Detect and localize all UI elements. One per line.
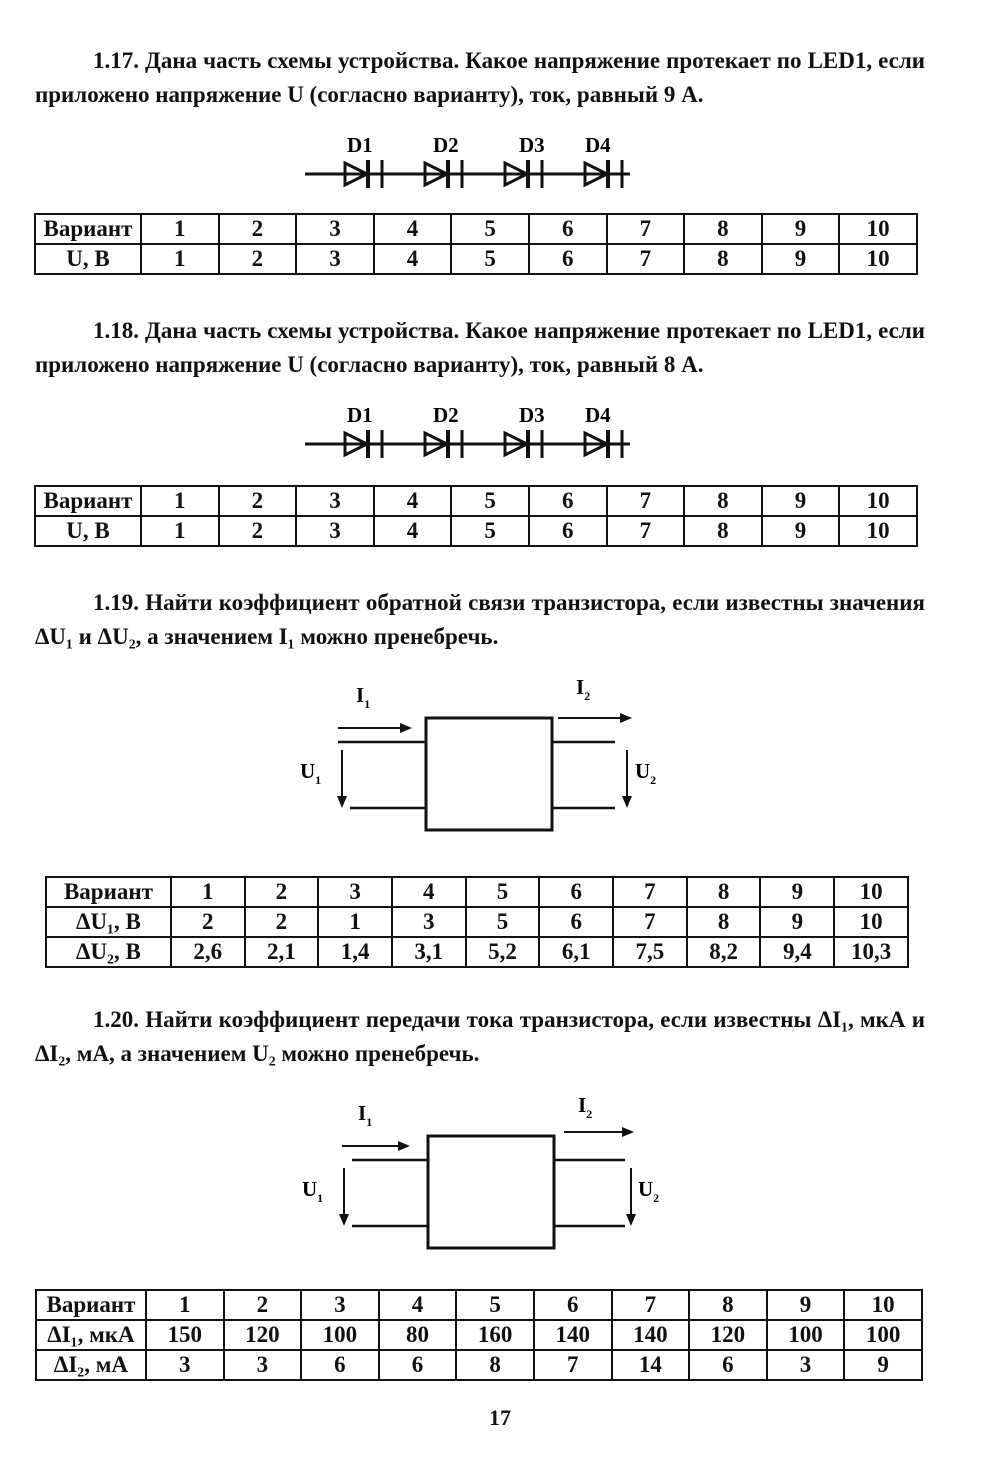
voltage-u1-label: $U_1$ [302,1177,324,1205]
table-cell: 4 [374,214,452,244]
table-cell: 3 [296,244,374,274]
problem-number: 1.18. [93,318,139,343]
table-cell: 7 [607,516,685,546]
table-cell: 4 [374,516,452,546]
diode-d3-icon [505,403,545,458]
problem-1-19-text [35,586,925,654]
table-cell: U, В [35,244,141,274]
problem-1-18-text [35,314,925,382]
diode-label: D3 [519,403,545,427]
table-cell: 7 [612,1290,690,1320]
table-cell: 8 [689,1290,767,1320]
table-cell: 10 [839,486,917,516]
table-row [35,214,917,244]
table-cell: 4 [374,244,452,274]
table-cell: 7,5 [613,937,687,967]
table-cell: 10 [839,244,917,274]
table-cell: 6 [529,244,607,274]
table-cell: 100 [767,1320,845,1350]
table-cell: 6 [539,907,613,937]
table-cell: Вариант [36,1290,146,1320]
table-cell: 5 [451,214,529,244]
current-arrow-in-icon [338,723,412,733]
voltage-arrow-in-icon [337,750,347,808]
table-cell: 2 [219,214,297,244]
table-row [36,1290,922,1320]
diode-label: D4 [585,403,611,427]
two-port-diagram-1-20 [290,1090,670,1255]
table-cell: 8 [684,486,762,516]
two-port-diagram-1-19 [290,672,670,837]
table-row [35,244,917,274]
current-i1-label: $I_1$ [358,1101,373,1129]
table-cell: 6 [539,877,613,907]
diode-label: D2 [433,403,459,427]
table-row [35,486,917,516]
table-cell: 160 [456,1320,534,1350]
problem-statement: Найти коэффициент обратной связи транзистора, если известны значения ΔU₁ и ΔU₂, а значением I₁ можно пренебречь. [35,590,925,649]
table-cell: 2 [245,877,319,907]
problem-1-17-text [35,44,925,112]
table-cell: 1 [141,214,219,244]
table-cell: 1 [318,907,392,937]
table-cell: 10,3 [834,937,908,967]
table-cell: 2 [219,244,297,274]
voltage-arrow-in-icon [339,1168,349,1226]
table-cell: 3 [296,516,374,546]
table-cell: 7 [613,877,687,907]
table-cell: 3 [296,486,374,516]
problem-number: 1.17. [93,48,139,73]
table-cell: 6 [689,1350,767,1380]
table-cell: 2 [224,1290,302,1320]
table-cell: 3,1 [392,937,466,967]
table-cell: 140 [612,1320,690,1350]
current-arrow-out-icon [564,1127,634,1137]
two-port-box [428,1136,554,1248]
problem-statement: Дана часть схемы устройства. Какое напряжение протекает по LED1, если приложено напряжение U (согласно варианту), ток, равный 9 А. [35,48,926,107]
diode-label: D1 [347,403,373,427]
table-cell: 8 [684,244,762,274]
table-cell: ΔI₂, мА [36,1350,146,1380]
diode-d2-icon [425,403,462,458]
problem-number: 1.20. [93,1007,139,1032]
table-cell: 3 [296,214,374,244]
table-cell: 100 [301,1320,379,1350]
table-row [36,1320,922,1350]
table-cell: 3 [767,1350,845,1380]
problem-1-20-text [35,1003,925,1071]
diode-chain-diagram-1-17 [300,130,645,192]
table-cell: 4 [392,877,466,907]
diode-d3-icon [505,133,545,188]
table-cell: 8 [687,907,761,937]
table-cell: 3 [301,1290,379,1320]
table-cell: 1 [141,244,219,274]
variant-table-1-17 [34,213,918,275]
table-cell: 8 [687,877,761,907]
diode-label: D2 [433,133,459,157]
table-row [35,516,917,546]
table-cell: 5,2 [466,937,540,967]
current-i2-label: $I_2$ [576,675,591,703]
table-cell: ΔU₁, В [46,907,171,937]
variant-table-1-18 [34,485,918,547]
table-cell: 5 [451,244,529,274]
table-cell: 6 [529,486,607,516]
table-cell: 5 [451,486,529,516]
table-cell: 6,1 [539,937,613,967]
diode-d1-icon [345,133,382,188]
table-cell: 9 [767,1290,845,1320]
table-cell: 10 [834,877,908,907]
table-cell: Вариант [35,214,141,244]
diode-d1-icon [345,403,382,458]
table-cell: 5 [466,907,540,937]
table-cell: 6 [529,214,607,244]
diode-d2-icon [425,133,462,188]
variant-table-1-19 [45,876,909,968]
diode-d4-icon [585,133,622,188]
current-i2-label: $I_2$ [578,1093,593,1121]
current-arrow-in-icon [342,1141,410,1151]
page-number: 17 [489,1405,511,1430]
table-cell: 1 [141,516,219,546]
table-cell: 6 [534,1290,612,1320]
voltage-u2-label: $U_2$ [638,1177,660,1205]
table-cell: 9,4 [760,937,834,967]
table-cell: 6 [301,1350,379,1380]
table-cell: 1 [141,486,219,516]
table-cell: 9 [762,214,840,244]
two-port-box [426,718,552,830]
diode-label: D1 [347,133,373,157]
table-cell: U, В [35,516,141,546]
problem-statement: Дана часть схемы устройства. Какое напряжение протекает по LED1, если приложено напряжение U (согласно варианту), ток, равный 8 А. [35,318,926,377]
table-cell: 5 [456,1290,534,1320]
table-cell: Вариант [46,877,171,907]
table-cell: 2 [245,907,319,937]
table-cell: 100 [844,1320,922,1350]
current-arrow-out-icon [558,713,632,723]
problem-statement: Найти коэффициент передачи тока транзистора, если известны ΔI₁, мкА и ΔI₂, мА, а значением U₂ можно пренебречь. [35,1007,925,1066]
diode-d4-icon [585,403,622,458]
table-cell: 3 [318,877,392,907]
table-cell: 4 [379,1290,457,1320]
table-cell: 3 [146,1350,224,1380]
table-cell: 9 [844,1350,922,1380]
table-cell: 9 [762,486,840,516]
table-cell: 80 [379,1320,457,1350]
table-cell: 9 [760,907,834,937]
table-cell: 4 [374,486,452,516]
table-cell: 10 [839,516,917,546]
table-cell: 9 [760,877,834,907]
table-cell: 1 [146,1290,224,1320]
diode-label: D3 [519,133,545,157]
table-cell: 10 [844,1290,922,1320]
table-row [46,937,908,967]
table-cell: 8,2 [687,937,761,967]
table-cell: Вариант [35,486,141,516]
diode-chain-diagram-1-18 [300,400,645,462]
table-cell: 2,1 [245,937,319,967]
table-cell: 14 [612,1350,690,1380]
table-cell: 8 [684,516,762,546]
table-cell: 3 [224,1350,302,1380]
table-row [46,907,908,937]
table-cell: 6 [529,516,607,546]
table-cell: 1 [171,877,245,907]
table-cell: 7 [534,1350,612,1380]
table-cell: 1,4 [318,937,392,967]
table-cell: 120 [224,1320,302,1350]
table-cell: 2 [219,486,297,516]
current-i1-label: $I_1$ [356,683,371,711]
table-row [46,877,908,907]
table-cell: 6 [379,1350,457,1380]
table-cell: 5 [466,877,540,907]
table-cell: 10 [834,907,908,937]
table-cell: 150 [146,1320,224,1350]
voltage-arrow-out-icon [626,1168,636,1226]
table-row [36,1350,922,1380]
table-cell: 140 [534,1320,612,1350]
table-cell: ΔI₁, мкА [36,1320,146,1350]
table-cell: ΔU₂, В [46,937,171,967]
table-cell: 8 [684,214,762,244]
table-cell: 7 [607,244,685,274]
table-cell: 3 [392,907,466,937]
problem-number: 1.19. [93,590,139,615]
diode-label: D4 [585,133,611,157]
table-cell: 7 [607,214,685,244]
table-cell: 7 [607,486,685,516]
table-cell: 8 [456,1350,534,1380]
variant-table-1-20 [35,1289,923,1381]
table-cell: 120 [689,1320,767,1350]
voltage-arrow-out-icon [622,750,632,808]
table-cell: 5 [451,516,529,546]
table-cell: 2,6 [171,937,245,967]
voltage-u2-label: $U_2$ [635,759,657,787]
table-cell: 2 [171,907,245,937]
table-cell: 2 [219,516,297,546]
table-cell: 9 [762,244,840,274]
table-cell: 9 [762,516,840,546]
voltage-u1-label: $U_1$ [300,759,322,787]
table-cell: 10 [839,214,917,244]
table-cell: 7 [613,907,687,937]
